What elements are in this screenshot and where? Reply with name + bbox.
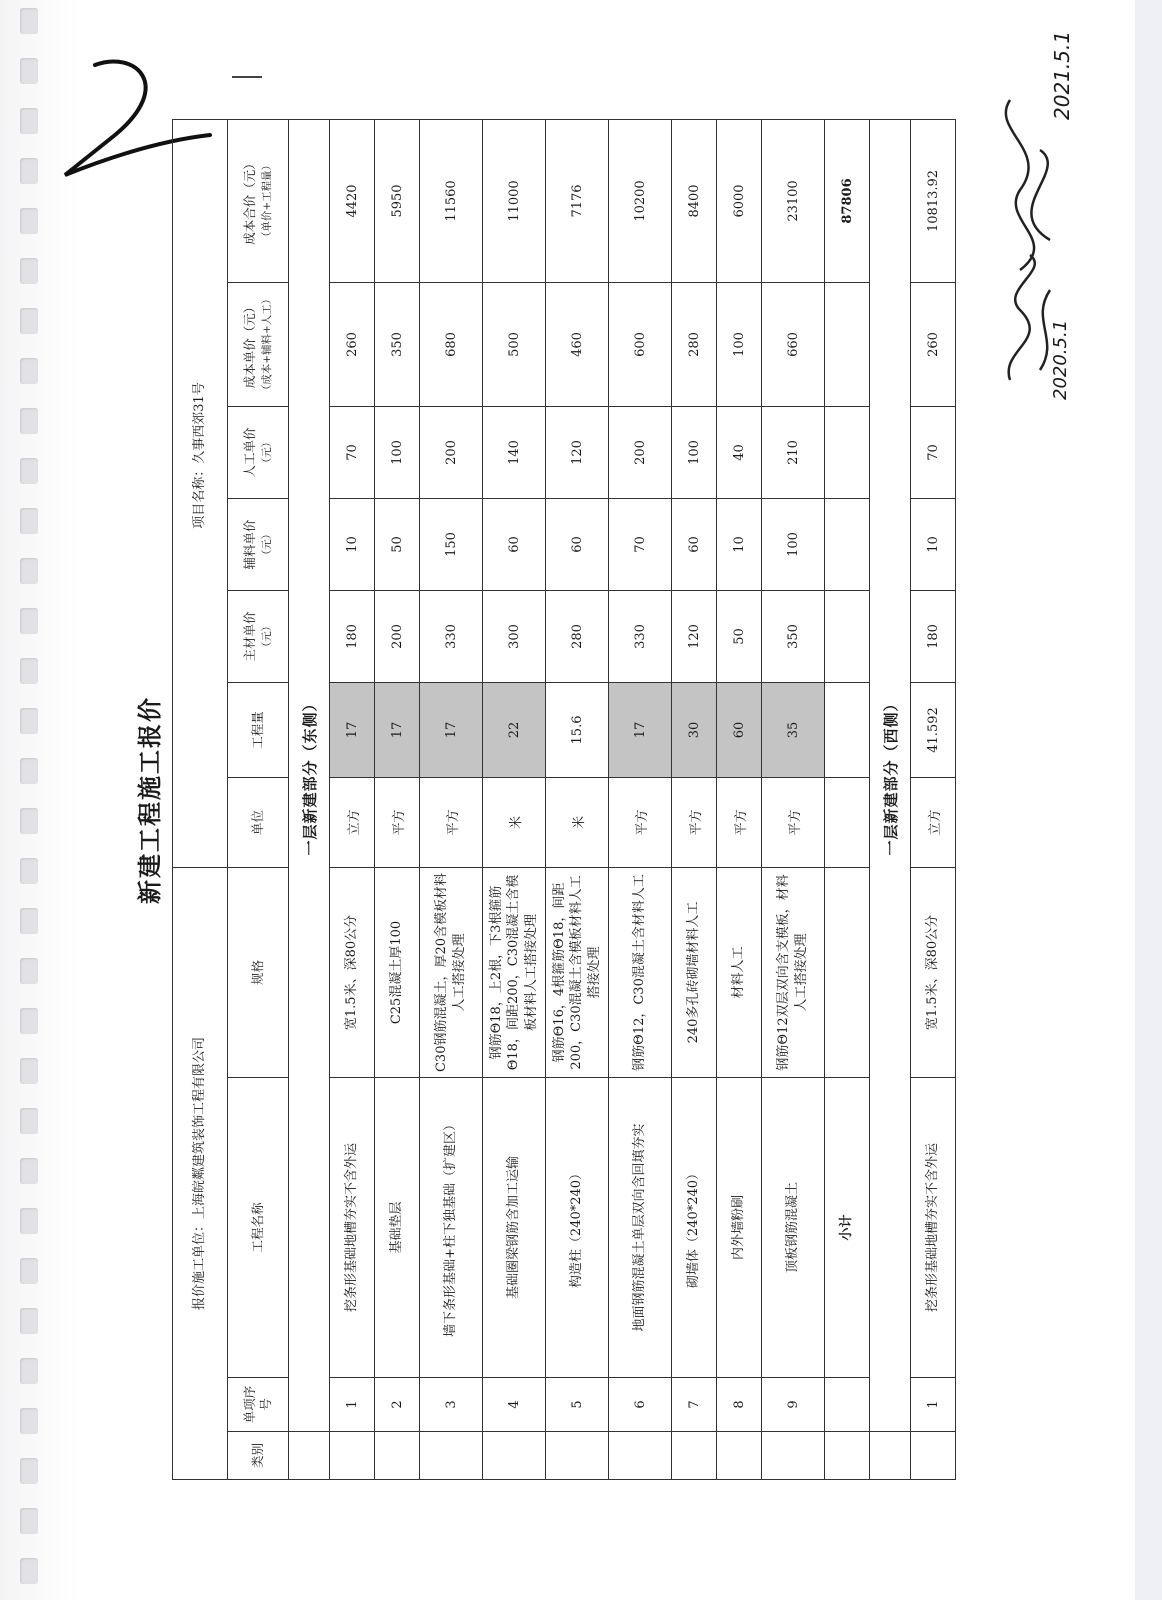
item-total-cost: 8400 bbox=[672, 119, 717, 282]
item-unit-cost: 100 bbox=[717, 282, 762, 406]
column-header bbox=[228, 498, 289, 590]
header-row bbox=[228, 119, 289, 1479]
item-quantity: 17 bbox=[609, 682, 672, 777]
column-header bbox=[228, 406, 289, 498]
item-unit: 平方 bbox=[420, 777, 483, 867]
section-title: 一层新建部分（东侧） bbox=[289, 119, 330, 1431]
item-main-material-price: 120 bbox=[672, 590, 717, 682]
item-total-cost: 11000 bbox=[483, 119, 546, 282]
category-cell bbox=[483, 1432, 546, 1480]
item-spec: 宽1.5米、深80公分 bbox=[911, 867, 956, 1077]
item-main-material-price: 330 bbox=[420, 590, 483, 682]
item-total-cost: 10200 bbox=[609, 119, 672, 282]
column-header-sub: （单价+工程量） bbox=[260, 159, 273, 243]
item-aux-material-price: 10 bbox=[330, 498, 375, 590]
category-cell bbox=[546, 1432, 609, 1480]
item-quantity: 15.6 bbox=[546, 682, 609, 777]
column-header-sub: （元） bbox=[260, 528, 273, 561]
contractor-label: 报价施工单位：上海皖粼建筑装饰工程有限公司 bbox=[173, 867, 228, 1479]
item-quantity: 17 bbox=[375, 682, 420, 777]
item-main-material-price: 180 bbox=[330, 590, 375, 682]
column-header-main: 单项序号 bbox=[241, 1385, 273, 1424]
item-number: 7 bbox=[672, 1378, 717, 1432]
column-header bbox=[228, 590, 289, 682]
item-aux-material-price: 50 bbox=[375, 498, 420, 590]
item-aux-material-price: 10 bbox=[911, 498, 956, 590]
item-total-cost: 11560 bbox=[420, 119, 483, 282]
item-spec: C25混凝土厚100 bbox=[375, 867, 420, 1077]
column-header-main: 主材单价 bbox=[241, 611, 257, 662]
category-cell bbox=[375, 1432, 420, 1480]
empty-cell bbox=[825, 498, 870, 590]
item-name: 地面钢筋混凝土单层双向含回填夯实 bbox=[609, 1078, 672, 1378]
column-header bbox=[228, 1378, 289, 1432]
category-cell bbox=[672, 1432, 717, 1480]
quote-table bbox=[172, 119, 956, 1480]
column-header-main: 工程量 bbox=[249, 711, 265, 749]
item-quantity: 60 bbox=[717, 682, 762, 777]
item-labor-price: 70 bbox=[330, 406, 375, 498]
item-total-cost: 7176 bbox=[546, 119, 609, 282]
empty-cell bbox=[825, 777, 870, 867]
empty-cell bbox=[825, 406, 870, 498]
column-header bbox=[228, 1078, 289, 1378]
item-labor-price: 70 bbox=[911, 406, 956, 498]
empty-cell bbox=[825, 682, 870, 777]
table-row bbox=[330, 119, 375, 1479]
column-header-main: 成本单价（元） bbox=[241, 300, 257, 389]
item-name: 内外墙粉刷 bbox=[717, 1078, 762, 1378]
column-header bbox=[228, 867, 289, 1077]
category-cell bbox=[762, 1432, 825, 1480]
column-header bbox=[228, 1432, 289, 1480]
item-number: 1 bbox=[330, 1378, 375, 1432]
item-number: 1 bbox=[911, 1378, 956, 1432]
handwritten-date-lower: 2020.5.1 bbox=[1050, 319, 1071, 400]
table-row bbox=[672, 119, 717, 1479]
section-row bbox=[289, 119, 330, 1479]
item-number: 2 bbox=[375, 1378, 420, 1432]
item-labor-price: 40 bbox=[717, 406, 762, 498]
category-cell bbox=[609, 1432, 672, 1480]
column-header-main: 成本合价（元） bbox=[241, 157, 257, 245]
meta-row bbox=[173, 119, 228, 1479]
item-total-cost: 23100 bbox=[762, 119, 825, 282]
item-quantity: 35 bbox=[762, 682, 825, 777]
empty-cell bbox=[825, 282, 870, 406]
pencil-dash bbox=[232, 76, 262, 78]
table-row bbox=[717, 119, 762, 1479]
item-number: 3 bbox=[420, 1378, 483, 1432]
item-name: 构造柱（240*240） bbox=[546, 1078, 609, 1378]
item-quantity: 22 bbox=[483, 682, 546, 777]
item-unit: 米 bbox=[546, 777, 609, 867]
item-spec: 宽1.5米、深80公分 bbox=[330, 867, 375, 1077]
column-header bbox=[228, 119, 289, 282]
table-row bbox=[546, 119, 609, 1479]
item-unit-cost: 280 bbox=[672, 282, 717, 406]
table-row bbox=[375, 119, 420, 1479]
item-quantity: 30 bbox=[672, 682, 717, 777]
item-unit: 立方 bbox=[911, 777, 956, 867]
item-main-material-price: 300 bbox=[483, 590, 546, 682]
item-labor-price: 100 bbox=[375, 406, 420, 498]
item-aux-material-price: 60 bbox=[483, 498, 546, 590]
item-main-material-price: 50 bbox=[717, 590, 762, 682]
item-unit-cost: 260 bbox=[911, 282, 956, 406]
column-header bbox=[228, 282, 289, 406]
section-row bbox=[870, 119, 911, 1479]
item-total-cost: 4420 bbox=[330, 119, 375, 282]
table-row bbox=[483, 119, 546, 1479]
item-name: 墙下条形基础+柱下独基础（扩建区） bbox=[420, 1078, 483, 1378]
column-header-main: 类别 bbox=[249, 1443, 265, 1469]
item-number: 8 bbox=[717, 1378, 762, 1432]
item-unit: 平方 bbox=[375, 777, 420, 867]
item-main-material-price: 330 bbox=[609, 590, 672, 682]
table-row bbox=[911, 119, 956, 1479]
subtotal-row bbox=[825, 119, 870, 1479]
subtotal-total: 87806 bbox=[825, 119, 870, 282]
item-labor-price: 140 bbox=[483, 406, 546, 498]
column-header-main: 工程名称 bbox=[249, 1202, 265, 1253]
document-title: 新建工程施工报价 bbox=[135, 696, 164, 904]
category-cell bbox=[825, 1432, 870, 1480]
item-number bbox=[825, 1378, 870, 1432]
item-spec: 钢筋Θ16，4根箍筋Θ18，间距200，C30混凝土含模板材料人工搭接处理 bbox=[546, 867, 609, 1077]
item-name: 挖条形基础地槽夯实不含外运 bbox=[911, 1078, 956, 1378]
item-quantity: 17 bbox=[330, 682, 375, 777]
item-aux-material-price: 60 bbox=[546, 498, 609, 590]
item-spec: 240多孔砖砌墙材料人工 bbox=[672, 867, 717, 1077]
column-header-main: 单位 bbox=[249, 809, 265, 835]
item-total-cost: 6000 bbox=[717, 119, 762, 282]
item-main-material-price: 280 bbox=[546, 590, 609, 682]
item-aux-material-price: 10 bbox=[717, 498, 762, 590]
table-row bbox=[762, 119, 825, 1479]
item-labor-price: 210 bbox=[762, 406, 825, 498]
item-name: 砌墙体（240*240） bbox=[672, 1078, 717, 1378]
item-aux-material-price: 70 bbox=[609, 498, 672, 590]
item-unit: 米 bbox=[483, 777, 546, 867]
column-header-sub: （元） bbox=[260, 436, 273, 469]
subtotal-label: 小计 bbox=[825, 1078, 870, 1378]
column-header-sub: （成本+辅料+人工） bbox=[260, 293, 273, 396]
item-unit-cost: 680 bbox=[420, 282, 483, 406]
item-number: 6 bbox=[609, 1378, 672, 1432]
item-labor-price: 200 bbox=[609, 406, 672, 498]
item-main-material-price: 350 bbox=[762, 590, 825, 682]
column-header-main: 规格 bbox=[249, 959, 265, 985]
item-spec: 钢筋Θ12双层双向含支模板，材料人工搭接处理 bbox=[762, 867, 825, 1077]
item-unit: 平方 bbox=[672, 777, 717, 867]
item-unit-cost: 460 bbox=[546, 282, 609, 406]
table-row bbox=[609, 119, 672, 1479]
category-cell bbox=[911, 1432, 956, 1480]
rotated-quote-document bbox=[120, 120, 1000, 1480]
item-unit-cost: 500 bbox=[483, 282, 546, 406]
item-aux-material-price: 60 bbox=[672, 498, 717, 590]
item-spec: 钢筋Θ12，C30混凝土含材料人工 bbox=[609, 867, 672, 1077]
item-number: 4 bbox=[483, 1378, 546, 1432]
item-name: 挖条形基础地槽夯实不含外运 bbox=[330, 1078, 375, 1378]
column-header bbox=[228, 682, 289, 777]
category-cell bbox=[330, 1432, 375, 1480]
item-total-cost: 10813.92 bbox=[911, 119, 956, 282]
item-quantity: 17 bbox=[420, 682, 483, 777]
section-category-cell bbox=[870, 1432, 911, 1480]
item-name: 基础圈梁钢筋含加工运输 bbox=[483, 1078, 546, 1378]
item-name: 顶板钢筋混凝土 bbox=[762, 1078, 825, 1378]
item-unit-cost: 350 bbox=[375, 282, 420, 406]
item-number: 9 bbox=[762, 1378, 825, 1432]
item-number: 5 bbox=[546, 1378, 609, 1432]
item-aux-material-price: 150 bbox=[420, 498, 483, 590]
item-labor-price: 200 bbox=[420, 406, 483, 498]
item-unit: 平方 bbox=[609, 777, 672, 867]
empty-cell bbox=[825, 590, 870, 682]
item-unit: 平方 bbox=[762, 777, 825, 867]
item-main-material-price: 180 bbox=[911, 590, 956, 682]
item-unit: 平方 bbox=[717, 777, 762, 867]
project-name: 项目名称：久事西郊31号 bbox=[173, 119, 228, 867]
column-header-main: 人工单价 bbox=[241, 427, 257, 478]
column-header-sub: （元） bbox=[260, 620, 273, 653]
item-spec: 材料人工 bbox=[717, 867, 762, 1077]
scanner-background bbox=[1135, 0, 1162, 1600]
item-unit-cost: 660 bbox=[762, 282, 825, 406]
item-spec: C30钢筋混凝土，厚20含模板材料人工搭接处理 bbox=[420, 867, 483, 1077]
item-labor-price: 120 bbox=[546, 406, 609, 498]
category-cell bbox=[420, 1432, 483, 1480]
handwritten-date-right: 2021.5.1 bbox=[1050, 30, 1074, 120]
item-aux-material-price: 100 bbox=[762, 498, 825, 590]
item-labor-price: 100 bbox=[672, 406, 717, 498]
item-unit-cost: 600 bbox=[609, 282, 672, 406]
column-header bbox=[228, 777, 289, 867]
column-header-main: 辅料单价 bbox=[241, 519, 257, 570]
item-total-cost: 5950 bbox=[375, 119, 420, 282]
item-quantity: 41.592 bbox=[911, 682, 956, 777]
item-unit: 立方 bbox=[330, 777, 375, 867]
section-title: 一层新建部分（西侧） bbox=[870, 119, 911, 1431]
table-row bbox=[420, 119, 483, 1479]
item-spec: 钢筋Θ18，上2根，下3根箍筋Θ18，间距200，C30混凝土含模板材料人工搭接处理 bbox=[483, 867, 546, 1077]
category-cell bbox=[717, 1432, 762, 1480]
section-category-cell bbox=[289, 1432, 330, 1480]
item-unit-cost: 260 bbox=[330, 282, 375, 406]
item-name: 基础垫层 bbox=[375, 1078, 420, 1378]
empty-cell bbox=[825, 867, 870, 1077]
item-main-material-price: 200 bbox=[375, 590, 420, 682]
